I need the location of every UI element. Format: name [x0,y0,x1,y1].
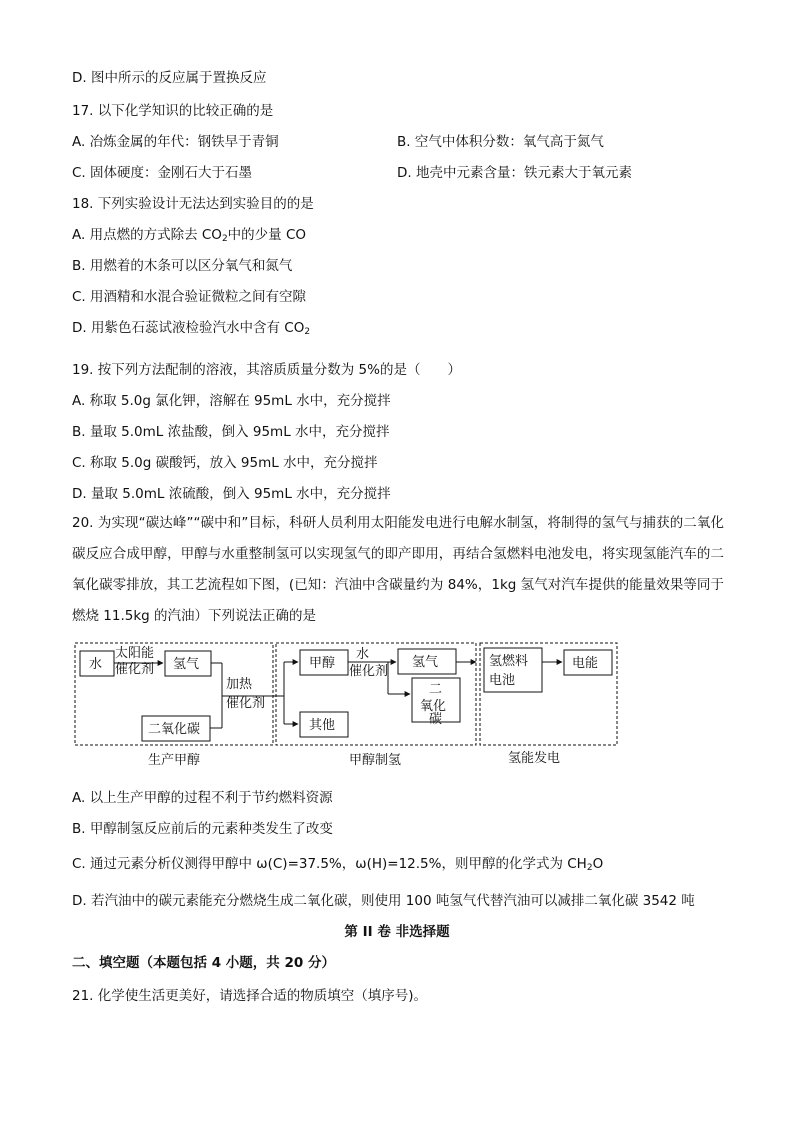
q19-option-d: D. 量取 5.0mL 浓硫酸，倒入 95mL 水中，充分搅拌 [72,486,391,502]
q18-option-b: B. 用燃着的木条可以区分氧气和氮气 [72,258,293,274]
q19-stem: 19. 按下列方法配制的溶液，其溶质质量分数为 5%的是（ ） [72,362,461,378]
q17-option-c: C. 固体硬度：金刚石大于石墨 [72,165,253,181]
q19-option-a: A. 称取 5.0g 氯化钾，溶解在 95mL 水中，充分搅拌 [72,393,391,409]
section-frame-methanol-hydrogen [276,643,476,745]
label-catalyst-3: 催化剂 [349,664,389,679]
q20-c-text-end: O [592,856,604,872]
q18-option-a [72,223,306,244]
q20-option-b: B. 甲醇制氢反应前后的元素种类发生了改变 [72,821,333,837]
q20-option-c [72,852,603,873]
q17-option-d: D. 地壳中元素含量：铁元素大于氧元素 [397,165,632,181]
q18-d-subscript: 2 [304,327,311,337]
q18-option-c: C. 用酒精和水混合验证微粒之间有空隙 [72,289,307,305]
label-co2-2c: 碳 [429,712,443,727]
q17-option-a: A. 冶炼金属的年代：钢铁早于青铜 [72,134,279,150]
q17-option-b: B. 空气中体积分数：氧气高于氮气 [397,134,604,150]
q19-option-b: B. 量取 5.0mL 浓盐酸，倒入 95mL 水中，充分搅拌 [72,424,390,440]
label-other: 其他 [309,718,336,733]
label-hydrogen-2: 氢气 [412,655,439,670]
caption-produce-methanol: 生产甲醇 [148,753,201,768]
caption-methanol-hydrogen: 甲醇制氢 [349,753,402,768]
caption-hydrogen-power: 氢能发电 [508,751,561,766]
q20-c-subscript: 2 [586,863,593,873]
q19-option-c: C. 称取 5.0g 碳酸钙，放入 95mL 水中，充分搅拌 [72,455,378,471]
q20-option-a: A. 以上生产甲醇的过程不利于节约燃料资源 [72,790,333,806]
q18-stem: 18. 下列实验设计无法达到实验目的的是 [72,196,314,212]
label-co2-2b: 氧化 [420,699,447,714]
label-catalyst-2: 催化剂 [226,696,266,711]
label-fuel-cell-1: 氢燃料 [489,654,529,669]
q20-stem: 20. 为实现“碳达峰”“碳中和”目标，科研人员利用太阳能发电进行电解水制氢，将制得的氢气与捕获的二氧化碳反应合成甲醇，甲醇与水重整制氢可以实现氢气的即产即用，再结合氢燃料电池发电，将实现氢能汽车的二氧化碳零排放，其工艺流程如下图，(已知：汽油中含碳量约为 84%，1kg 氢气对汽车提供的能量效果等同于燃烧 11.5kg 的汽油）下列说法正确的是 [72,515,724,624]
label-co2-2a: 二 [429,682,443,697]
q20-c-text: C. 通过元素分析仪测得甲醇中 ω(C)=37.5%，ω(H)=12.5%，则甲醇的化学式为 CH [72,856,587,872]
q16-option-d: D. 图中所示的反应属于置换反应 [72,70,267,86]
q21-stem: 21. 化学使生活更美好，请选择合适的物质填空（填序号)。 [72,988,428,1004]
q17-stem: 17. 以下化学知识的比较正确的是 [72,103,274,119]
label-methanol: 甲醇 [309,656,336,671]
label-fuel-cell-2: 电池 [489,673,516,688]
part-2-title: 第 II 卷 非选择题 [344,924,450,940]
q20-option-d: D. 若汽油中的碳元素能充分燃烧生成二氧化碳，则使用 100 吨氢气代替汽油可以减排二氧化碳 3542 吨 [72,893,695,909]
q18-option-d [72,316,310,337]
q18-d-text: D. 用紫色石蕊试液检验汽水中含有 CO [72,320,305,336]
label-hydrogen-1: 氢气 [173,657,200,672]
label-power: 电能 [572,656,599,671]
label-co2-1: 二氧化碳 [148,722,201,737]
q18-a-subscript: 2 [221,234,228,244]
process-flow-diagram [72,640,652,775]
label-water: 水 [89,657,103,672]
label-heat: 加热 [226,677,253,692]
section-2-title: 二、填空题（本题包括 4 小题，共 20 分） [72,955,335,971]
label-catalyst-1: 催化剂 [115,662,155,677]
label-water-2: 水 [356,647,370,662]
q18-a-text: A. 用点燃的方式除去 CO [72,227,222,243]
label-solar: 太阳能 [115,646,155,661]
q18-a-text-end: 中的少量 CO [227,227,307,243]
